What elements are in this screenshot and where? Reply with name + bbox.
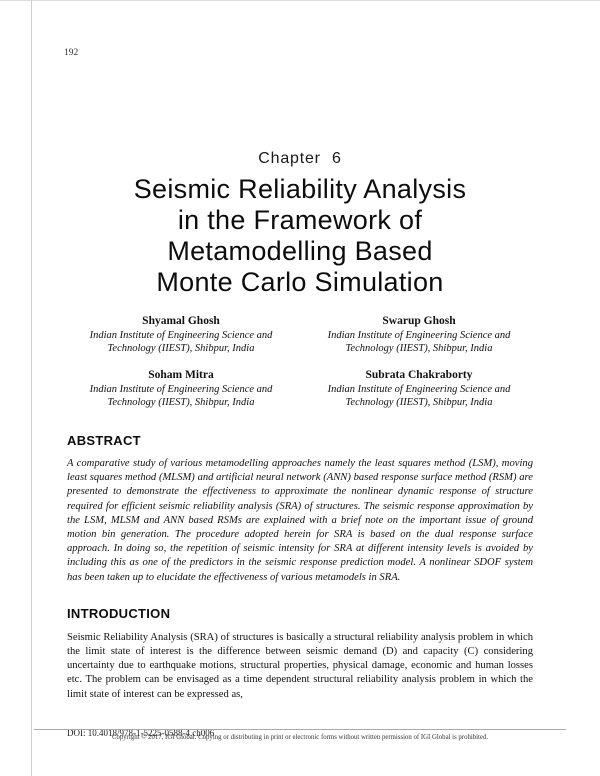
author-affiliation: Indian Institute of Engineering Science and Technology (IIEST), Shibpur, India <box>89 384 273 408</box>
chapter-title-line-2: in the Framework of <box>177 205 423 235</box>
introduction-heading: INTRODUCTION <box>67 605 171 621</box>
author-name: Shyamal Ghosh <box>142 315 220 327</box>
copyright-notice: Copyright © 2017, IGI Global. Copying or distributing in print or electronic forms without written permission of IGI Global is prohibited. <box>34 729 566 741</box>
chapter-title <box>67 174 533 298</box>
doi: DOI: 10.4018/978-1-5225-0588-4.ch006 <box>67 727 215 738</box>
page-content <box>0 150 600 738</box>
abstract-text: A comparative study of various metamodelling approaches namely the least squares method (LSM), moving least squares method (MLSM) and artificial neural network (ANN) based response surface method (RSM) are presented to demonstrate the effectiveness to approximate the nonlinear dynamic response of structure required for efficient seismic reliability analysis (SRA) of structures. The seismic response approximation by the LSM, MLSM and ANN based RSMs are explained with a brief note on the important issue of ground motion bin generation. The procedure adopted herein for SRA is based on the dual response surface approach. In doing so, the repetition of seismic intensity for SRA at different intensity levels is avoided by including this as one of the predictors in the seismic response prediction model. A nonlinear SDOF system has been taken up to elucidate the effectiveness of various metamodels in SRA. <box>67 458 533 583</box>
page-spine-line <box>31 0 32 776</box>
author-affiliation: Indian Institute of Engineering Science and Technology (IIEST), Shibpur, India <box>327 384 511 408</box>
author-affiliation: Indian Institute of Engineering Science and Technology (IIEST), Shibpur, India <box>89 330 273 354</box>
chapter-title-line-1: Seismic Reliability Analysis <box>133 174 467 204</box>
page-top-edge <box>0 0 600 1</box>
chapter-title-line-4: Monte Carlo Simulation <box>156 267 444 297</box>
authors-section <box>67 314 533 409</box>
author-block <box>67 368 295 409</box>
page-number: 192 <box>64 48 79 58</box>
author-affiliation: Indian Institute of Engineering Science and Technology (IIEST), Shibpur, India <box>327 330 511 354</box>
introduction-text: Seismic Reliability Analysis (SRA) of structures is basically a structural reliability analysis problem in which the limit state of interest is the difference between seismic demand (D) and capacity (C) considering uncertainty due to earthquake motions, structural properties, physical damage, economic and human losses etc. The problem can be envisaged as a time dependent structural reliability analysis problem in which the limit state of interest can be expressed as, <box>67 631 533 700</box>
abstract-heading: ABSTRACT <box>67 433 141 448</box>
author-block <box>67 314 295 355</box>
author-name: Swarup Ghosh <box>382 315 456 327</box>
author-block <box>305 314 533 355</box>
author-name: Soham Mitra <box>148 369 214 381</box>
chapter-label: Chapter 6 <box>258 150 342 167</box>
author-block <box>305 368 533 409</box>
chapter-title-line-3: Metamodelling Based <box>167 236 433 266</box>
author-name: Subrata Chakraborty <box>365 369 473 381</box>
